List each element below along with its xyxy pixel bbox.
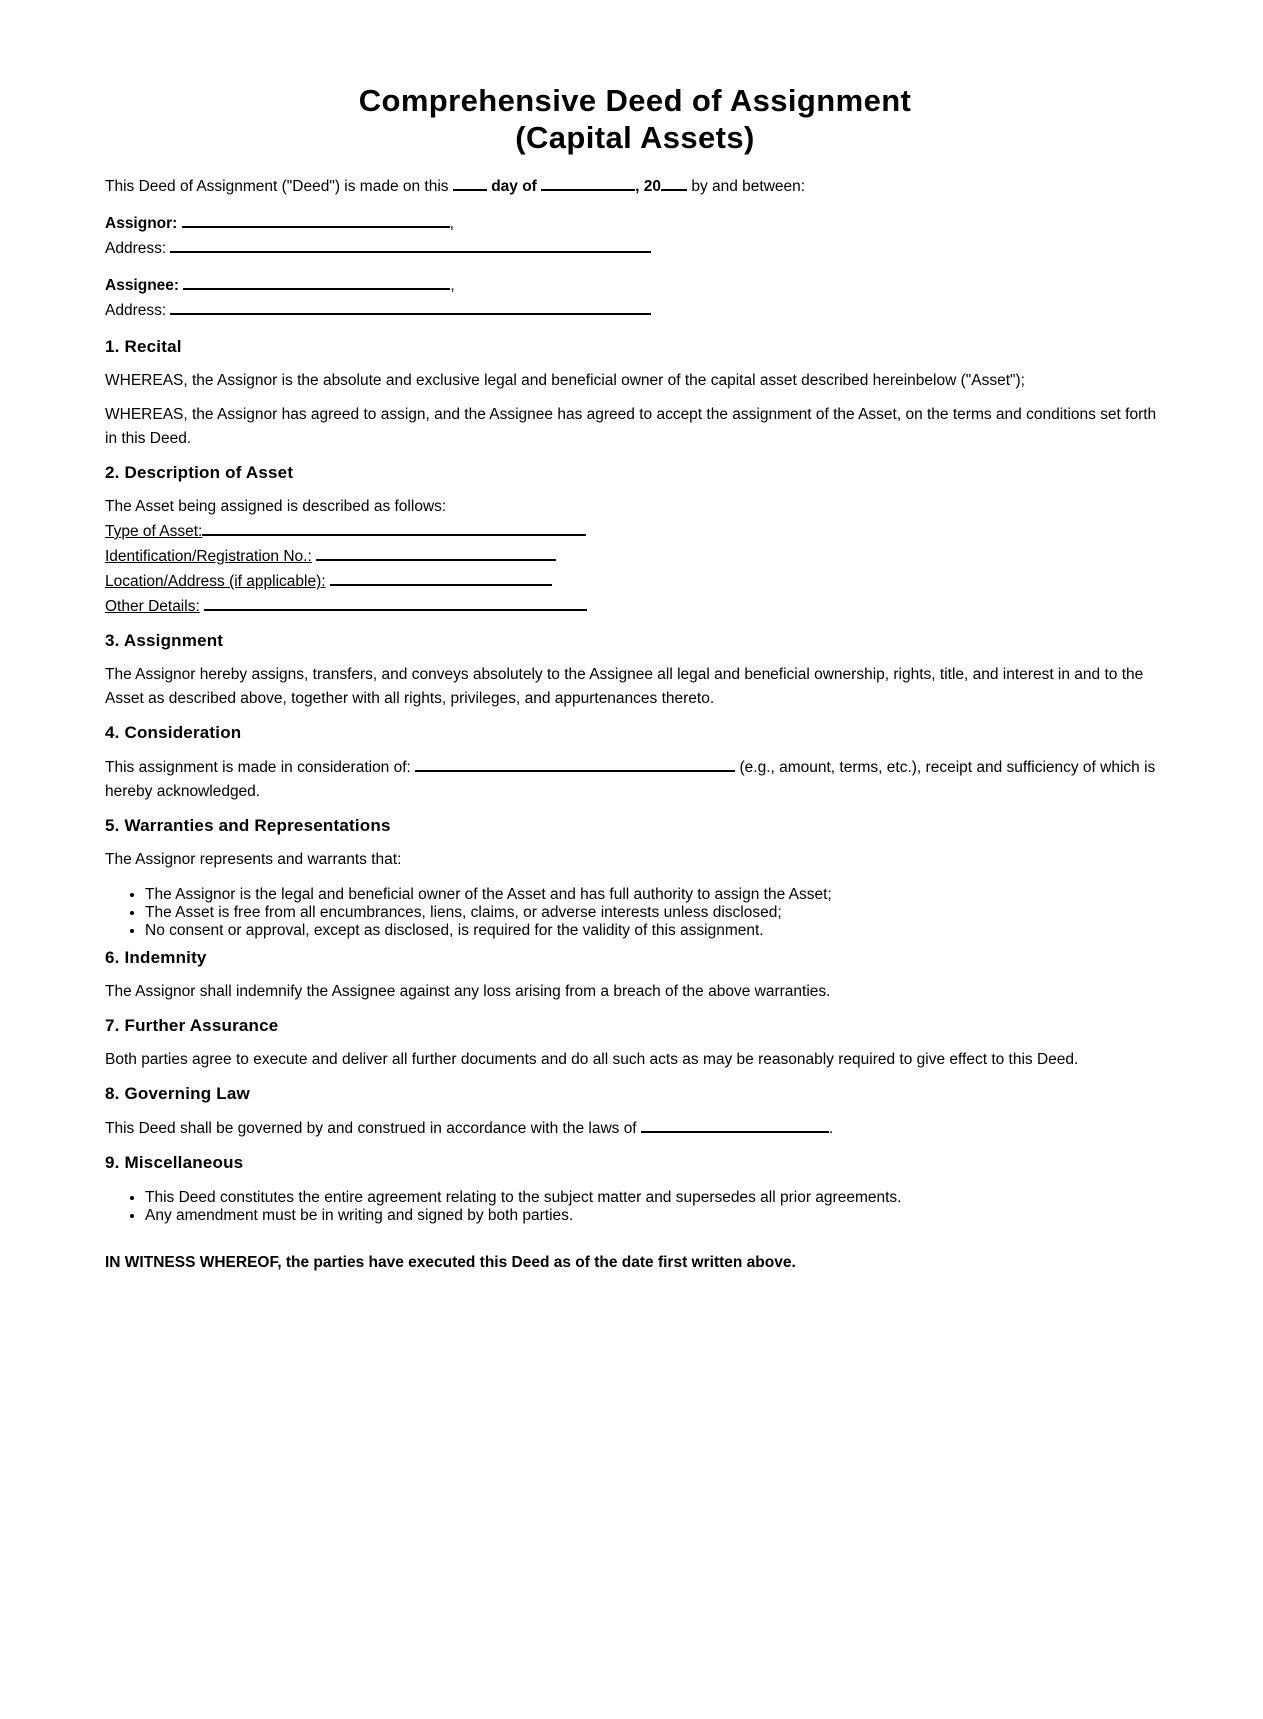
document-title-line-2: (Capital Assets) (515, 120, 755, 155)
document-title-line-1: Comprehensive Deed of Assignment (358, 83, 912, 118)
section-heading-recital: 1. Recital (105, 337, 182, 356)
assignee-label: Assignee: (105, 277, 180, 294)
asset-field-identification-label: Identification/Registration No.: (105, 548, 312, 565)
asset-field-location (105, 569, 1165, 594)
asset-field-other-blank[interactable] (204, 594, 587, 611)
assignee-block (105, 273, 1165, 323)
day-blank[interactable] (453, 174, 487, 191)
asset-field-identification (105, 544, 1165, 569)
assignor-comma: , (449, 215, 454, 232)
asset-field-location-blank[interactable] (330, 569, 552, 586)
indemnity-paragraph: The Assignor shall indemnify the Assignee against any loss arising from a breach of the above warranties. (105, 983, 831, 1000)
assignor-name-blank[interactable] (182, 211, 450, 228)
asset-field-type-label: Type of Asset: (105, 523, 203, 540)
assignee-address-blank[interactable] (170, 298, 651, 315)
asset-field-identification-blank[interactable] (316, 544, 556, 561)
list-item: • No consent or approval, except as disclosed, is required for the validity of this assignment. (145, 922, 1165, 940)
asset-field-other (105, 594, 1165, 619)
section-heading-assignment: 3. Assignment (105, 631, 224, 650)
section-heading-warranties: 5. Warranties and Representations (105, 816, 391, 835)
miscellaneous-list (105, 1189, 1165, 1225)
recital-paragraph-2: WHEREAS, the Assignor has agreed to assign, and the Assignee has agreed to accept the assignment of the Asset, on the terms and conditions set forth in this Deed. (105, 406, 1157, 447)
list-item: • This Deed constitutes the entire agreement relating to the subject matter and supersedes all prior agreements. (145, 1189, 1165, 1207)
list-item: • The Assignor is the legal and beneficial owner of the Asset and has full authority to assign the Asset; (145, 886, 1165, 904)
assignee-address-label: Address: (105, 302, 167, 319)
section-heading-consideration: 4. Consideration (105, 723, 242, 742)
assignor-address-label: Address: (105, 240, 167, 257)
governing-law-prefix: This Deed shall be governed by and construed in accordance with the laws of (105, 1120, 637, 1137)
warranties-list (105, 886, 1165, 940)
consideration-paragraph (105, 755, 1165, 804)
asset-description-lead: The Asset being assigned is described as follows: (105, 498, 447, 515)
section-heading-description: 2. Description of Asset (105, 463, 294, 482)
warranties-lead: The Assignor represents and warrants that: (105, 851, 402, 868)
assignor-address-blank[interactable] (170, 236, 651, 253)
list-item: • Any amendment must be in writing and signed by both parties. (145, 1207, 1165, 1225)
asset-field-location-label: Location/Address (if applicable): (105, 573, 326, 590)
assignee-comma: , (450, 277, 455, 294)
list-item: • The Asset is free from all encumbrances, liens, claims, or adverse interests unless disclosed; (145, 904, 1165, 922)
consideration-prefix: This assignment is made in consideration of: (105, 759, 411, 776)
governing-law-suffix: . (828, 1120, 834, 1137)
month-blank[interactable] (541, 174, 635, 191)
asset-field-other-label: Other Details: (105, 598, 200, 615)
intro-day-of: day of (491, 178, 537, 195)
witness-statement: IN WITNESS WHEREOF, the parties have executed this Deed as of the date first written above. (105, 1254, 796, 1271)
intro-prefix: This Deed of Assignment ("Deed") is made on this (105, 178, 449, 195)
assignment-paragraph: The Assignor hereby assigns, transfers, and conveys absolutely to the Assignee all legal and beneficial ownership, rights, title, and interest in and to the Asset as described above, together with all rights, privileges, and appurtenances thereto. (105, 666, 1144, 707)
deed-document (105, 82, 1165, 1275)
year-blank[interactable] (661, 174, 687, 191)
recital-paragraph-1: WHEREAS, the Assignor is the absolute and exclusive legal and beneficial owner of the capital asset described hereinbelow ("Asset"); (105, 372, 1025, 389)
intro-year-prefix: , 20 (635, 178, 662, 195)
governing-law-blank[interactable] (641, 1116, 829, 1133)
consideration-blank[interactable] (415, 755, 735, 772)
assignor-block (105, 211, 1165, 261)
asset-description-fields (105, 495, 1165, 619)
consideration-suffix: (e.g., amount, terms, etc.), receipt and sufficiency of which is hereby acknowledged. (105, 759, 1156, 800)
section-heading-miscellaneous: 9. Miscellaneous (105, 1153, 244, 1172)
asset-field-type (105, 519, 1165, 544)
section-heading-governing-law: 8. Governing Law (105, 1084, 250, 1103)
asset-field-type-blank[interactable] (202, 519, 586, 536)
intro-suffix: by and between: (691, 178, 806, 195)
section-heading-indemnity: 6. Indemnity (105, 948, 207, 967)
assignor-label: Assignor: (105, 215, 178, 232)
governing-law-paragraph (105, 1116, 1165, 1141)
assignee-name-blank[interactable] (183, 273, 450, 290)
intro-paragraph (105, 174, 1165, 199)
further-assurance-paragraph: Both parties agree to execute and deliver all further documents and do all such acts as may be reasonably required to give effect to this Deed. (105, 1051, 1079, 1068)
section-heading-further-assurance: 7. Further Assurance (105, 1016, 279, 1035)
document-title (105, 82, 1165, 156)
